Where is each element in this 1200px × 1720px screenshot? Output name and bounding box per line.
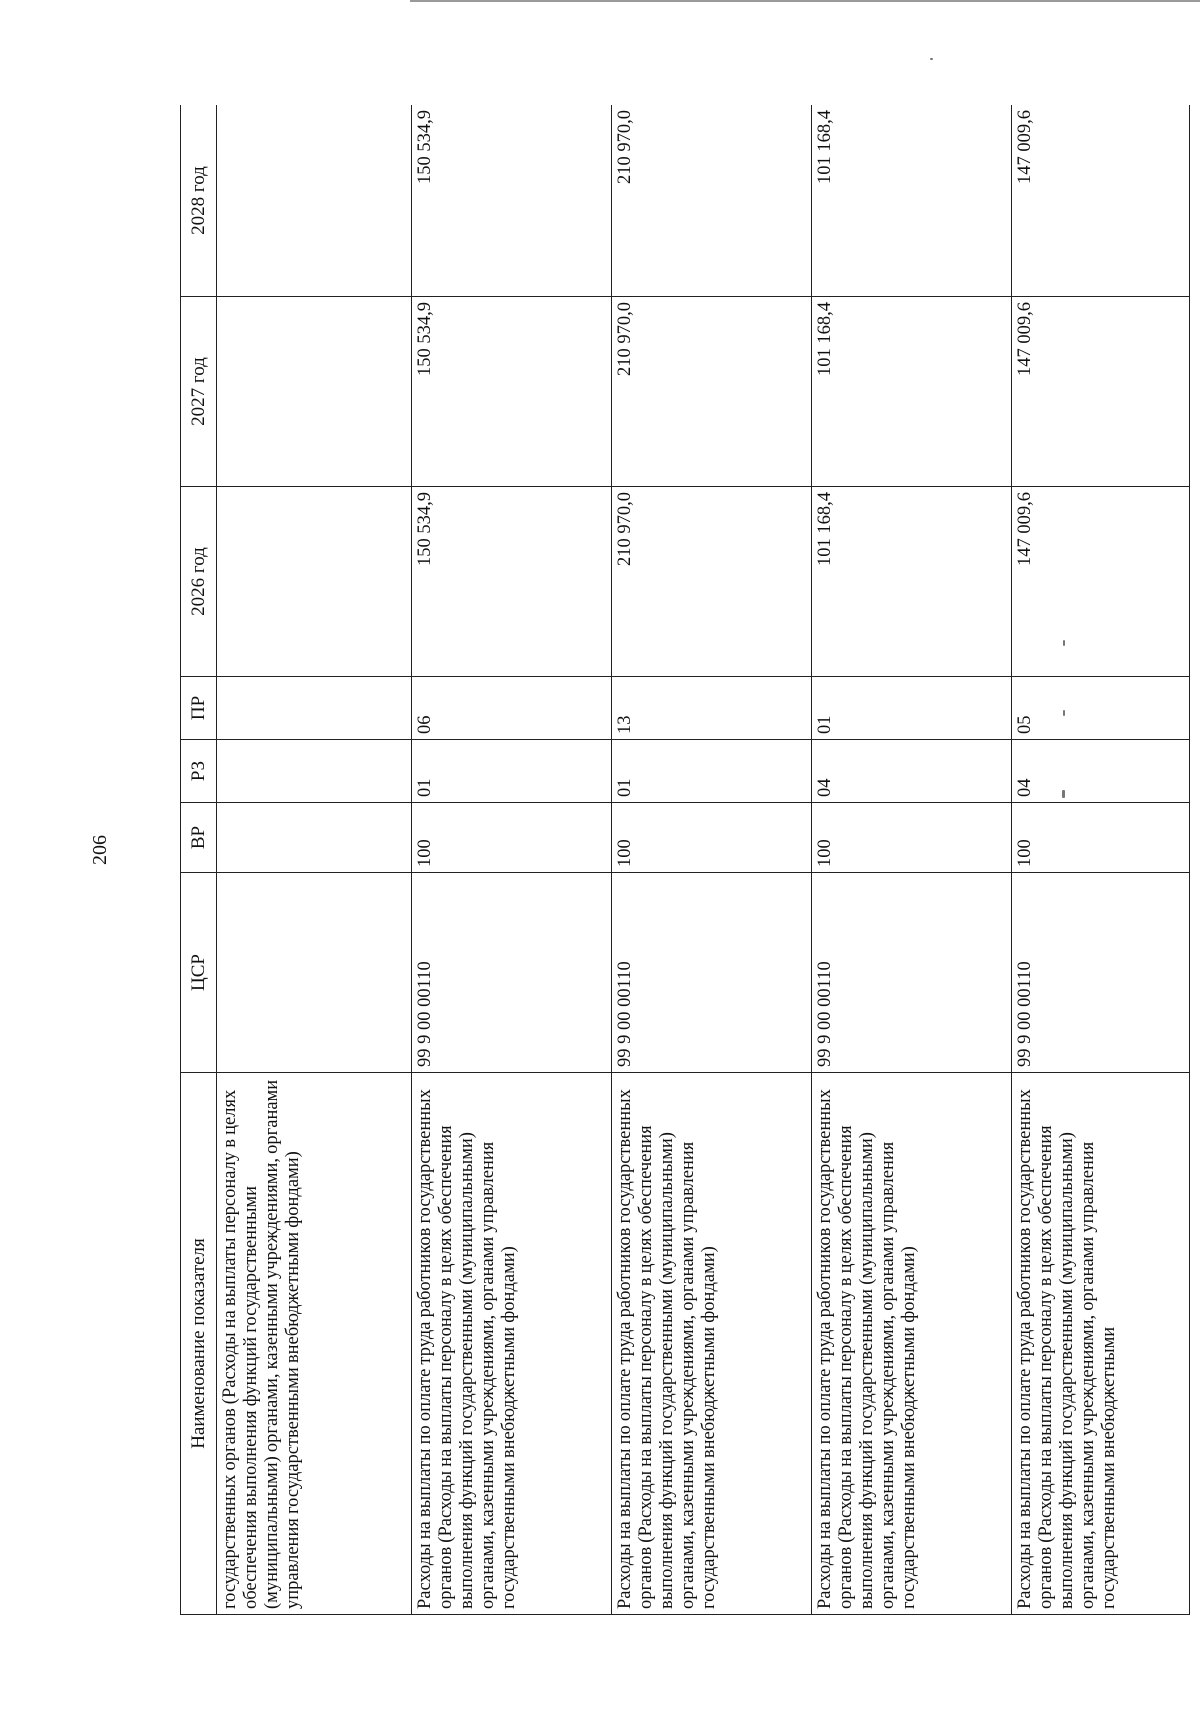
header-pr: ПР xyxy=(181,677,217,740)
budget-table xyxy=(180,105,1190,1615)
row-vr-cell: 100 xyxy=(412,803,612,873)
row-name-cell: Расходы на выплаты по оплате труда работников государственных органов (Расходы на выплаты персоналу в целях обеспечения выполнения функций государственными (муниципальными) органами, казенными учреждениями, органами управления государственными внебюджетными xyxy=(1012,1073,1190,1615)
row-vr-cell: 100 xyxy=(612,803,812,873)
row-csr-cell: 99 9 00 00110 xyxy=(812,873,1012,1073)
row-2026-cell: 147 009,6 xyxy=(1012,487,1190,677)
row-rz-cell: 01 xyxy=(612,740,812,803)
row-pr-cell: 06 xyxy=(412,677,612,740)
scan-edge-line xyxy=(410,0,1200,2)
row-name-cell: государственных органов (Расходы на выплаты персоналу в целях обеспечения выполнения функций государственными (муниципальными) органами, казенными учреждениями, органами управления государственными внебюджетными фондами) xyxy=(217,1073,412,1615)
row-2026-cell: 150 534,9 xyxy=(412,487,612,677)
header-name: Наименование показателя xyxy=(181,1073,217,1615)
row-csr-cell xyxy=(217,873,412,1073)
header-csr: ЦСР xyxy=(181,873,217,1073)
row-rz-cell xyxy=(217,740,412,803)
row-2026-cell xyxy=(217,487,412,677)
header-2027: 2027 год xyxy=(181,297,217,487)
row-csr-cell: 99 9 00 00110 xyxy=(1012,873,1190,1073)
table-row xyxy=(217,105,412,1615)
table-row xyxy=(1012,105,1190,1615)
header-2028: 2028 год xyxy=(181,105,217,297)
row-2028-cell xyxy=(217,105,412,297)
row-2026-cell: 101 168,4 xyxy=(812,487,1012,677)
row-pr-cell: 05 xyxy=(1012,677,1190,740)
row-name-cell: Расходы на выплаты по оплате труда работников государственных органов (Расходы на выплаты персоналу в целях обеспечения выполнения функций государственными (муниципальными) органами, казенными учреждениями, органами управления государственными внебюджетными фондами) xyxy=(412,1073,612,1615)
row-csr-cell: 99 9 00 00110 xyxy=(412,873,612,1073)
table-header-row xyxy=(181,105,217,1615)
row-pr-cell: 01 xyxy=(812,677,1012,740)
row-vr-cell xyxy=(217,803,412,873)
row-vr-cell: 100 xyxy=(1012,803,1190,873)
row-2027-cell: 150 534,9 xyxy=(412,297,612,487)
rotated-table-frame xyxy=(180,105,1190,1615)
page-number: 206 xyxy=(89,835,111,865)
row-pr-cell: 13 xyxy=(612,677,812,740)
table-row xyxy=(412,105,612,1615)
row-2028-cell: 210 970,0 xyxy=(612,105,812,297)
table-row xyxy=(812,105,1012,1615)
row-name-cell: Расходы на выплаты по оплате труда работников государственных органов (Расходы на выплаты персоналу в целях обеспечения выполнения функций государственными (муниципальными) органами, казенными учреждениями, органами управления государственными внебюджетными фондами) xyxy=(812,1073,1012,1615)
row-csr-cell: 99 9 00 00110 xyxy=(612,873,812,1073)
row-pr-cell xyxy=(217,677,412,740)
row-rz-cell: 01 xyxy=(412,740,612,803)
header-rz: РЗ xyxy=(181,740,217,803)
row-name-cell: Расходы на выплаты по оплате труда работников государственных органов (Расходы на выплаты персоналу в целях обеспечения выполнения функций государственными (муниципальными) органами, казенными учреждениями, органами управления государственными внебюджетными фондами) xyxy=(612,1073,812,1615)
row-rz-cell: 04 xyxy=(1012,740,1190,803)
row-2028-cell: 101 168,4 xyxy=(812,105,1012,297)
scan-speck xyxy=(930,58,933,60)
header-vr: ВР xyxy=(181,803,217,873)
table-row xyxy=(612,105,812,1615)
row-2027-cell: 101 168,4 xyxy=(812,297,1012,487)
header-2026: 2026 год xyxy=(181,487,217,677)
row-vr-cell: 100 xyxy=(812,803,1012,873)
row-2028-cell: 147 009,6 xyxy=(1012,105,1190,297)
row-2027-cell xyxy=(217,297,412,487)
row-2026-cell: 210 970,0 xyxy=(612,487,812,677)
row-rz-cell: 04 xyxy=(812,740,1012,803)
row-2027-cell: 147 009,6 xyxy=(1012,297,1190,487)
table-container xyxy=(180,105,1190,1615)
row-2027-cell: 210 970,0 xyxy=(612,297,812,487)
row-2028-cell: 150 534,9 xyxy=(412,105,612,297)
